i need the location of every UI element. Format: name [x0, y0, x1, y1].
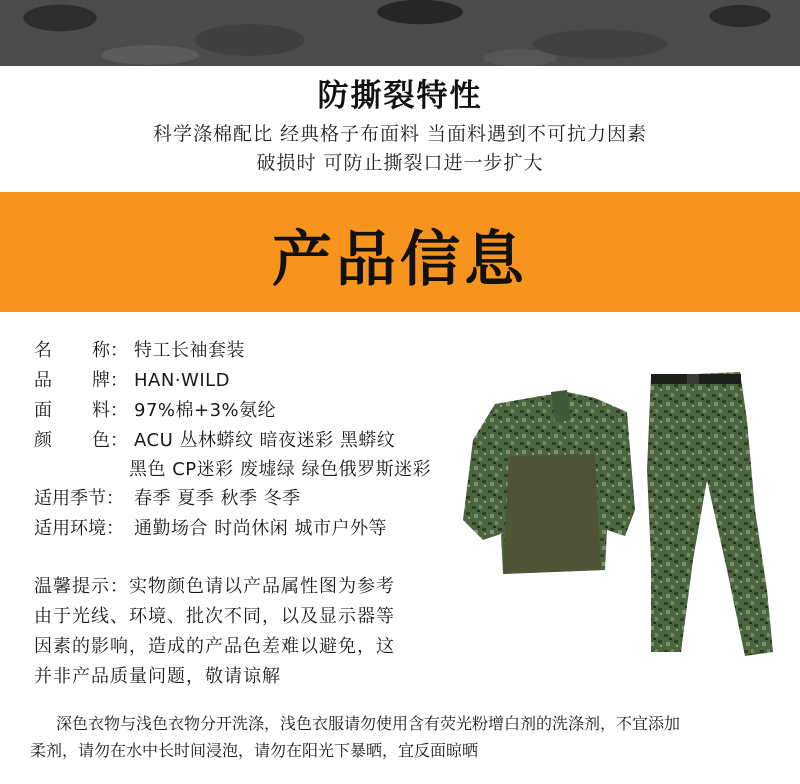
notice-line: 因素的影响，造成的产品色差难以避免，这 [34, 636, 395, 657]
spec-row-name [34, 340, 245, 362]
spec-row-season [34, 488, 301, 510]
spec-value: 通勤场合 时尚休闲 城市户外等 [134, 518, 387, 539]
product-info-title: 产品信息 [272, 225, 528, 295]
spec-row-fabric [34, 400, 276, 422]
spec-row-color-continued [129, 459, 431, 481]
spec-label: 适用季节： [34, 488, 124, 509]
care-instructions-line: 柔剂，请勿在水中长时间浸泡，请勿在阳光下暴晒，宜反面晾晒 [30, 741, 479, 760]
care-instructions-line: 深色衣物与浅色衣物分开洗涤，浅色衣服请勿使用含有荧光粉增白剂的洗涤剂，不宜添加 [56, 714, 681, 733]
spec-value: 97%棉+3%氨纶 [134, 400, 277, 421]
feature-title: 防撕裂特性 [317, 78, 483, 114]
notice-line: 由于光线、环境、批次不同，以及显示器等 [34, 606, 395, 627]
camo-fabric-banner [0, 0, 800, 66]
feature-description-line: 科学涤棉配比 经典格子布面料 当面料遇到不可抗力因素 [152, 123, 648, 145]
feature-description-line: 破损时 可防止撕裂口进一步扩大 [256, 152, 544, 174]
spec-value: 黑色 CP迷彩 废墟绿 绿色俄罗斯迷彩 [129, 459, 432, 480]
spec-value: ACU 丛林蟒纹 暗夜迷彩 黑蟒纹 [134, 430, 396, 451]
product-photo-shirt-and-pants [455, 360, 785, 670]
combat-shirt [463, 390, 635, 574]
spec-row-environment [34, 518, 387, 540]
spec-label: 颜 色： [34, 430, 128, 451]
notice-line: 温馨提示：实物颜色请以产品属性图为参考 [34, 576, 395, 597]
spec-value: 春季 夏季 秋季 冬季 [134, 488, 301, 509]
spec-label: 适用环境： [34, 518, 124, 539]
spec-row-brand [34, 370, 230, 392]
spec-row-color [34, 430, 395, 452]
spec-label: 品 牌： [34, 370, 128, 391]
camo-pants [647, 372, 773, 656]
spec-value: HAN·WILD [134, 370, 231, 391]
spec-value: 特工长袖套装 [134, 340, 245, 361]
notice-line: 并非产品质量问题，敬请谅解 [34, 666, 281, 687]
spec-label: 名 称： [34, 340, 128, 361]
spec-label: 面 料： [34, 400, 128, 421]
